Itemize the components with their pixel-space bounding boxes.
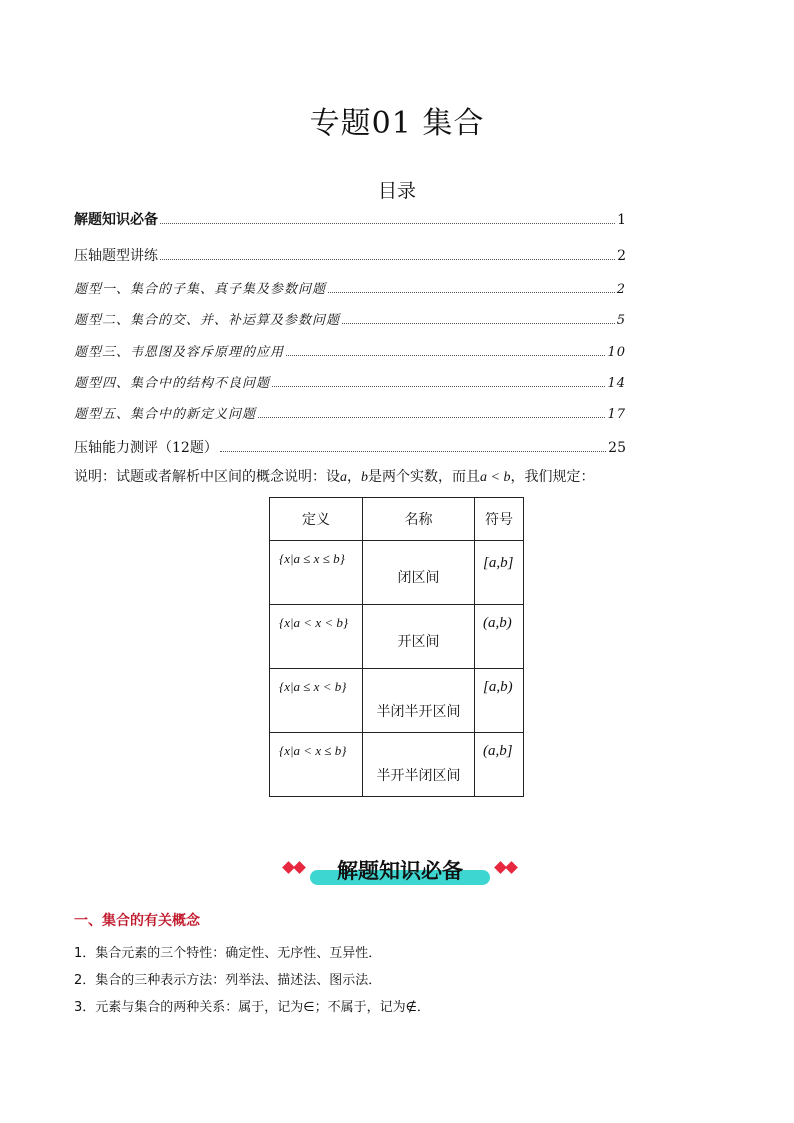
note-comma: ， <box>347 469 361 485</box>
interval-symbol: [a,b] <box>483 555 514 571</box>
toc-entry[interactable] <box>74 278 626 297</box>
interval-name: 半闭半开区间 <box>376 703 461 720</box>
interval-name: 开区间 <box>397 633 440 650</box>
header-symbol: 符号 <box>475 498 524 541</box>
interval-note <box>74 466 594 486</box>
section-banner <box>280 853 520 889</box>
toc-entry[interactable] <box>74 245 626 265</box>
toc-entry-page: 10 <box>607 345 626 360</box>
note-suffix: ，我们规定： <box>510 469 595 485</box>
list-item: 1．集合元素的三个特性：确定性、无序性、互异性． <box>74 946 382 961</box>
toc-entry-page: 14 <box>607 376 626 391</box>
document-title: 专题01 集合 <box>309 106 485 141</box>
toc-entry-label: 题型二、集合的交、并、补运算及参数问题 <box>74 313 341 328</box>
toc-entry-label: 题型四、集合中的结构不良问题 <box>74 376 271 391</box>
toc-entry-label: 题型一、集合的子集、真子集及参数问题 <box>74 282 327 297</box>
toc-entry-page: 17 <box>607 407 626 422</box>
diamond-icon <box>293 861 306 874</box>
toc-entry-page: 25 <box>608 440 626 456</box>
interval-symbol: (a,b] <box>483 743 513 759</box>
interval-definition: {x|a < x < b} <box>279 615 349 630</box>
table-row <box>270 541 524 605</box>
toc-entry-label: 压轴能力测评（12题） <box>74 440 218 456</box>
note-prefix: 说明：试题或者解析中区间的概念说明：设 <box>74 469 340 485</box>
toc-entry[interactable] <box>74 309 626 328</box>
toc-entry[interactable] <box>74 372 626 391</box>
note-mid: 是两个实数，而且 <box>368 469 480 485</box>
toc-leader <box>160 223 615 224</box>
toc-entry-label: 题型三、韦恩图及容斥原理的应用 <box>74 345 285 360</box>
toc-leader <box>258 417 605 418</box>
toc-leader <box>272 386 605 387</box>
interval-definition: {x|a ≤ x < b} <box>279 679 347 694</box>
toc-leader <box>286 355 605 356</box>
banner-pill <box>310 857 490 885</box>
note-var-a: a <box>340 470 347 485</box>
interval-definition: {x|a ≤ x ≤ b} <box>279 551 345 566</box>
toc-entry-label: 压轴题型讲练 <box>74 248 158 264</box>
list-item: 3．元素与集合的两种关系：属于，记为∈；不属于，记为∉． <box>74 1000 430 1015</box>
list-item: 2．集合的三种表示方法：列举法、描述法、图示法． <box>74 973 382 988</box>
interval-symbol: (a,b) <box>483 615 512 631</box>
toc-leader <box>220 451 606 452</box>
banner-title: 解题知识必备 <box>337 859 463 883</box>
toc-entry-label: 解题知识必备 <box>74 212 158 228</box>
section-heading: 一、集合的有关概念 <box>74 913 200 929</box>
toc-entry-page: 2 <box>617 248 626 264</box>
toc-entry-page: 1 <box>617 212 626 228</box>
interval-table <box>269 497 524 797</box>
note-inequality: a < b <box>480 470 511 485</box>
toc-entry[interactable] <box>74 209 626 229</box>
toc-entry-page: 5 <box>616 313 626 328</box>
toc-entry[interactable] <box>74 341 626 360</box>
interval-name: 闭区间 <box>397 569 440 586</box>
table-row <box>270 669 524 733</box>
toc-leader <box>342 323 615 324</box>
toc-leader <box>160 259 615 260</box>
header-definition: 定义 <box>270 498 363 541</box>
interval-definition: {x|a < x ≤ b} <box>279 743 347 758</box>
toc-title: 目录 <box>377 180 416 202</box>
table-row <box>270 733 524 797</box>
interval-name: 半开半闭区间 <box>376 767 461 784</box>
header-name: 名称 <box>363 498 475 541</box>
interval-symbol: [a,b) <box>483 679 513 695</box>
note-var-b: b <box>361 470 368 485</box>
table-header-row <box>270 498 524 541</box>
toc-entry-page: 2 <box>616 282 626 297</box>
toc-entry[interactable] <box>74 403 626 422</box>
toc-entry[interactable] <box>74 437 626 457</box>
diamond-icon <box>505 861 518 874</box>
toc-leader <box>328 292 615 293</box>
table-row <box>270 605 524 669</box>
toc-entry-label: 题型五、集合中的新定义问题 <box>74 407 257 422</box>
